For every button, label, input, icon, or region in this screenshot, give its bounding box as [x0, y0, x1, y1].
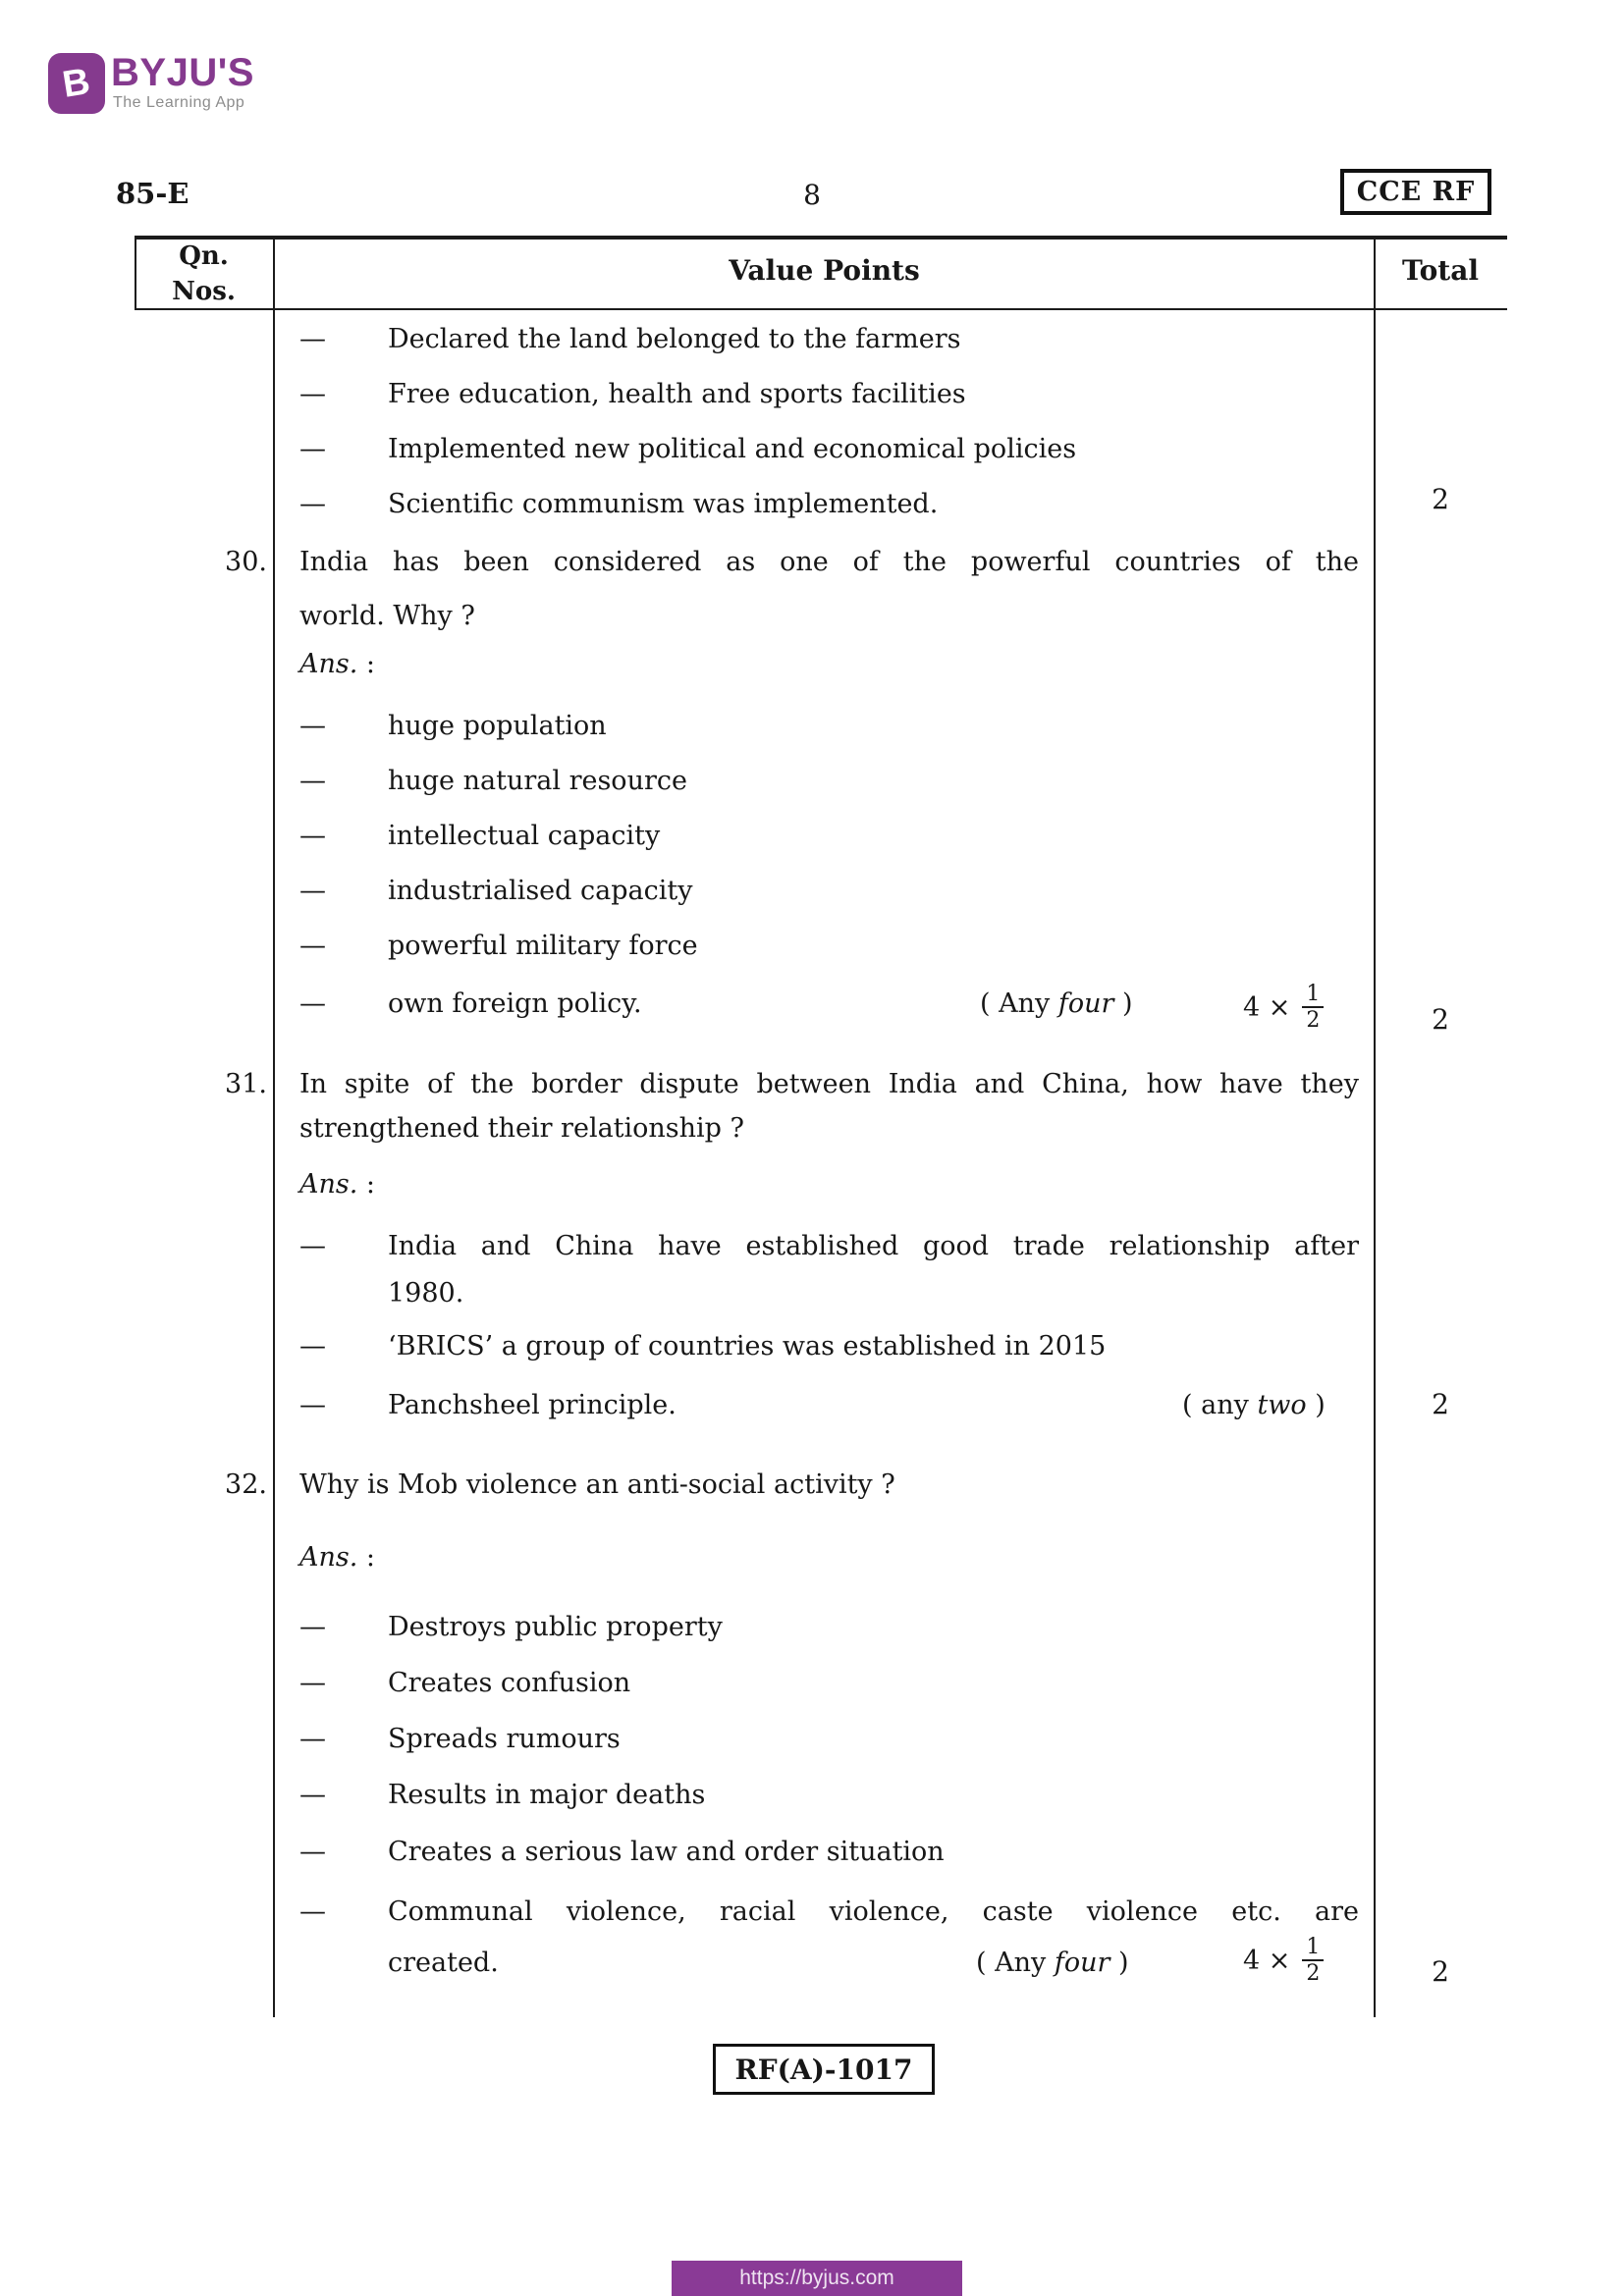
- value-point-text: Destroys public property: [388, 1612, 723, 1642]
- value-point-text: powerful military force: [388, 931, 698, 961]
- value-point-row: [299, 489, 938, 519]
- bullet-dash: —: [299, 1780, 326, 1810]
- qn-header-line2: Nos.: [172, 277, 236, 306]
- value-point-row: [299, 1896, 388, 1927]
- footer-url-bar: [672, 2261, 962, 2296]
- ans-colon: :: [357, 1169, 376, 1200]
- ans-colon: :: [357, 649, 376, 679]
- column-divider-1: [273, 236, 275, 2017]
- note-close: ): [1113, 988, 1133, 1019]
- any-count-note: [1182, 1390, 1326, 1420]
- bullet-dash: —: [299, 1331, 326, 1362]
- cce-rf-badge: CCE RF: [1340, 169, 1491, 215]
- logo-letter: B: [60, 60, 93, 106]
- value-point-row: [299, 711, 607, 741]
- value-point-text: huge natural resource: [388, 766, 687, 796]
- marks-multiplier: 4 ×: [1243, 991, 1291, 1023]
- bullet-dash: —: [299, 489, 326, 519]
- note-close: ): [1306, 1390, 1326, 1420]
- note-count-word: four: [1057, 988, 1114, 1019]
- value-point-row: [299, 821, 660, 851]
- bullet-dash: —: [299, 1837, 326, 1867]
- fraction-numerator: 1: [1302, 1935, 1324, 1961]
- question-line: In spite of the border dispute between India and China, how have they: [299, 1069, 1359, 1099]
- value-point-text: ‘BRICS’ a group of countries was established in 2015: [388, 1331, 1107, 1362]
- value-point-row: [299, 1837, 945, 1867]
- bullet-dash: —: [299, 1896, 326, 1927]
- bullet-dash: —: [299, 821, 326, 851]
- value-point-row: [299, 434, 1076, 464]
- question-number: 30.: [225, 547, 267, 577]
- value-point-text: created.: [388, 1948, 499, 1978]
- bullet-dash: —: [299, 1231, 326, 1261]
- value-point-text: 1980.: [388, 1278, 464, 1308]
- bullet-dash: —: [299, 711, 326, 741]
- bullet-dash: —: [299, 379, 326, 409]
- ans-word: Ans.: [299, 1169, 358, 1200]
- bullet-dash: —: [299, 1724, 326, 1754]
- value-point-text: Results in major deaths: [388, 1780, 706, 1810]
- value-point-row: [299, 766, 687, 796]
- bullet-dash: —: [299, 434, 326, 464]
- fraction-denominator: 2: [1306, 1961, 1321, 1987]
- value-point-text: huge population: [388, 711, 607, 741]
- footer-url-link[interactable]: https://byjus.com: [739, 2267, 894, 2289]
- bullet-dash: —: [299, 931, 326, 961]
- fraction-denominator: 2: [1306, 1008, 1321, 1034]
- note-count-word: four: [1054, 1948, 1110, 1978]
- note-close: ): [1110, 1948, 1129, 1978]
- value-point-row: [299, 1612, 723, 1642]
- value-point-text: Implemented new political and economical policies: [388, 434, 1077, 464]
- answer-label: [299, 1542, 375, 1573]
- total-marks: 2: [1432, 1388, 1449, 1420]
- value-point-text: India and China have established good trade relationship after: [388, 1231, 1359, 1261]
- marks-expression: [1243, 1935, 1324, 1987]
- question-number: 32.: [225, 1469, 267, 1500]
- value-point-row: [299, 379, 966, 409]
- note-count-word: two: [1257, 1390, 1307, 1420]
- bullet-dash: —: [299, 1668, 326, 1698]
- value-point-row: [299, 1390, 677, 1420]
- fraction-numerator: 1: [1302, 982, 1324, 1008]
- question-line: India has been considered as one of the powerful countries of the: [299, 547, 1359, 577]
- question-line: strengthened their relationship ?: [299, 1113, 745, 1144]
- ans-word: Ans.: [299, 649, 358, 679]
- paper-code: 85-E: [116, 177, 189, 210]
- total-marks: 2: [1432, 1955, 1449, 1988]
- value-point-row: [299, 1331, 1106, 1362]
- value-point-row: [299, 988, 642, 1019]
- page-number: 8: [803, 179, 821, 211]
- value-point-row: [299, 876, 692, 906]
- any-count-note: [976, 1948, 1129, 1978]
- value-point-text: industrialised capacity: [388, 876, 693, 906]
- value-point-row: [299, 1668, 630, 1698]
- value-point-row: [299, 1231, 388, 1261]
- value-point-text: Spreads rumours: [388, 1724, 621, 1754]
- ans-colon: :: [357, 1542, 376, 1573]
- brand-name: BYJU'S: [111, 51, 254, 94]
- bullet-dash: —: [299, 324, 326, 354]
- value-points-header: Value Points: [729, 254, 920, 287]
- marks-multiplier: 4 ×: [1243, 1945, 1291, 1976]
- any-count-note: [980, 988, 1133, 1019]
- bullet-dash: —: [299, 1612, 326, 1642]
- value-point-text: Panchsheel principle.: [388, 1390, 677, 1420]
- value-point-text: Scientific communism was implemented.: [388, 489, 939, 519]
- value-point-row: [299, 324, 961, 354]
- question-line: world. Why ?: [299, 601, 475, 631]
- total-marks: 2: [1432, 483, 1449, 515]
- marks-fraction: [1302, 982, 1324, 1034]
- marks-expression: [1243, 982, 1324, 1034]
- note-open: ( Any: [976, 1948, 1055, 1978]
- total-marks: 2: [1432, 1003, 1449, 1036]
- value-point-text: own foreign policy.: [388, 988, 642, 1019]
- qn-header-line1: Qn.: [179, 241, 229, 271]
- value-point-row: [299, 931, 698, 961]
- value-point-row: [299, 1780, 705, 1810]
- question-number: 31.: [225, 1069, 267, 1099]
- bullet-dash: —: [299, 766, 326, 796]
- note-open: ( any: [1182, 1390, 1258, 1420]
- value-point-text: Creates confusion: [388, 1668, 631, 1698]
- answer-label: [299, 649, 375, 679]
- value-point-row: [299, 1724, 621, 1754]
- value-point-text: intellectual capacity: [388, 821, 661, 851]
- ans-word: Ans.: [299, 1542, 358, 1573]
- note-open: ( Any: [980, 988, 1058, 1019]
- answer-label: [299, 1169, 375, 1200]
- total-header: Total: [1401, 254, 1479, 287]
- bullet-dash: —: [299, 988, 326, 1019]
- value-point-text: Communal violence, racial violence, caste violence etc. are: [388, 1896, 1359, 1927]
- byjus-logo-icon: [48, 53, 105, 114]
- value-point-text: Declared the land belonged to the farmers: [388, 324, 961, 354]
- brand-tagline: The Learning App: [113, 94, 245, 111]
- value-point-text: Free education, health and sports facilities: [388, 379, 966, 409]
- bullet-dash: —: [299, 1390, 326, 1420]
- table-top-border: [135, 236, 1507, 240]
- value-point-text: Creates a serious law and order situation: [388, 1837, 945, 1867]
- doc-code-box: RF(A)-1017: [713, 2044, 935, 2095]
- question-line: Why is Mob violence an anti-social activity ?: [299, 1469, 895, 1500]
- bullet-dash: —: [299, 876, 326, 906]
- marks-fraction: [1302, 1935, 1324, 1987]
- table-header-divider: [135, 308, 1507, 310]
